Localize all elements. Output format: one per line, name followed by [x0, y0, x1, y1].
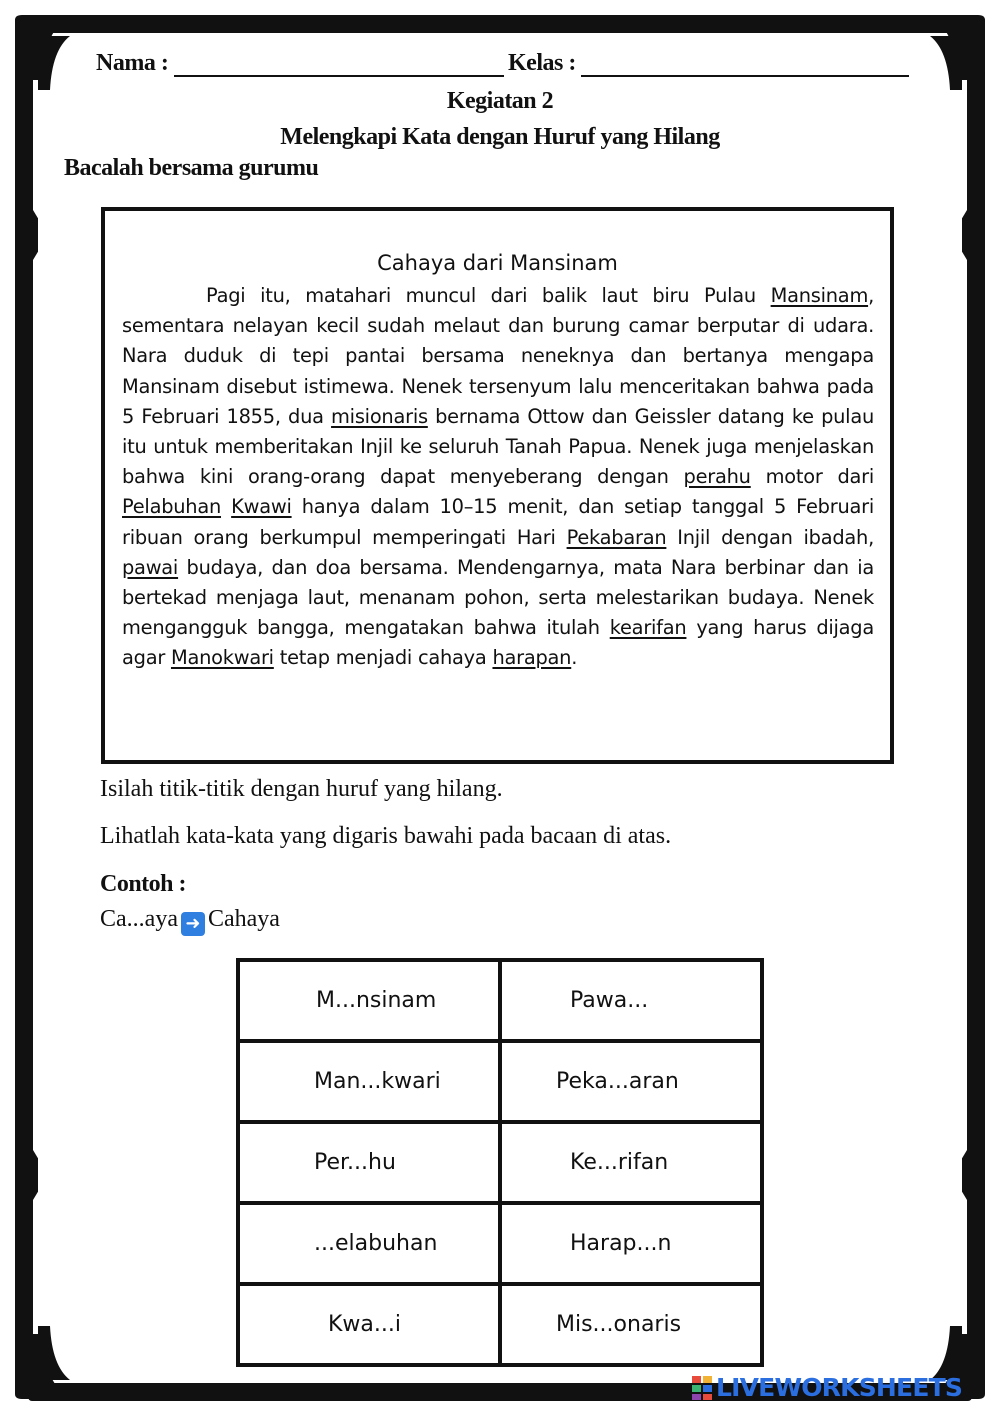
liveworksheets-watermark [692, 1373, 962, 1402]
name-field [96, 50, 504, 77]
answer-row [238, 960, 762, 1041]
answer-cell[interactable]: ...elabuhan [238, 1203, 500, 1284]
underlined-word: kearifan [609, 616, 687, 640]
story-text: . [571, 646, 578, 670]
story-text: Injil dengan ibadah, [666, 525, 874, 549]
story-text: , sementara nelayan kecil sudah melaut dan burung camar berputar di udara. Nara duduk di tepi pantai bersama neneknya dan bertanya mengapa Mansinam disebut istimewa. Nenek tersenyum lalu menceritakan bahwa pada 5 Februari 1855, dua [122, 284, 874, 428]
answer-row [238, 1284, 762, 1365]
underlined-word: Mansinam [770, 284, 869, 307]
underlined-word: misionaris [331, 404, 428, 428]
answer-cell[interactable]: Pawa... [500, 960, 762, 1041]
underlined-word: Pekabaran [566, 525, 667, 549]
activity-title: Kegiatan 2 [446, 88, 554, 114]
example-label: Contoh : [100, 871, 187, 897]
answer-row [238, 1203, 762, 1284]
story-text: bernama Ottow dan Geissler datang ke pulau itu untuk memberitakan Injil ke seluruh Tanah Papua. Nenek juga menjelaskan bahwa kini orang-orang dapat menyeberang dengan [122, 404, 874, 489]
story-text: hanya dalam 10–15 menit, dan setiap tanggal 5 Februari ribuan orang berkumpul memperingati Hari [122, 495, 874, 549]
name-blank[interactable] [174, 75, 504, 77]
story-text: budaya, dan doa bersama. Mendengarnya, mata Nara berbinar dan ia bertekad menjaga laut, menanam pohon, serta melestarikan budaya. Nenek mengangguk bangga, mengatakan bahwa itulah [122, 555, 874, 640]
liveworksheets-logo-icon [692, 1376, 712, 1400]
underlined-word: Kwawi [231, 495, 292, 519]
story-paragraph [122, 281, 874, 674]
answer-cell[interactable]: Peka...aran [500, 1041, 762, 1122]
story-box [101, 207, 894, 764]
answer-cell[interactable]: Man...kwari [238, 1041, 500, 1122]
answer-cell[interactable]: Ke...rifan [500, 1122, 762, 1203]
class-label: Kelas : [508, 50, 576, 76]
read-instruction: Bacalah bersama gurumu [64, 155, 319, 181]
watermark-text: LIVEWORKSHEETS [716, 1373, 963, 1402]
answer-table [236, 958, 764, 1367]
underlined-word: Manokwari [170, 646, 274, 670]
underlined-word: pawai [122, 555, 179, 579]
story-text: yang harus dijaga agar [122, 616, 875, 670]
right-arrow-icon: ➜ [181, 912, 205, 936]
example-prompt: Ca...aya [100, 906, 178, 932]
answer-cell[interactable]: Per...hu [238, 1122, 500, 1203]
answer-cell[interactable]: M...nsinam [238, 960, 500, 1041]
answer-row [238, 1041, 762, 1122]
story-text: Pagi itu, matahari muncul dari balik laut biru Pulau [206, 284, 771, 307]
underlined-word: harapan [492, 646, 572, 670]
underlined-word: Pelabuhan [122, 495, 222, 519]
answer-cell[interactable]: Harap...n [500, 1203, 762, 1284]
story-text: motor dari [750, 465, 875, 489]
instruction-fill-blanks: Isilah titik-titik dengan huruf yang hilang. [100, 776, 503, 802]
example-answer: Cahaya [207, 906, 280, 932]
answer-cell[interactable]: Mis...onaris [500, 1284, 762, 1365]
underlined-word: perahu [683, 465, 751, 489]
answer-cell[interactable]: Kwa...i [238, 1284, 500, 1365]
instruction-underlined-words: Lihatlah kata-kata yang digaris bawahi pada bacaan di atas. [100, 823, 672, 849]
story-text [221, 495, 231, 518]
example-line [100, 906, 280, 936]
class-field [508, 50, 909, 77]
name-label: Nama : [96, 50, 169, 76]
activity-subtitle: Melengkapi Kata dengan Huruf yang Hilang [280, 124, 720, 150]
story-text: tetap menjadi cahaya [273, 646, 493, 670]
story-title: Cahaya dari Mansinam [377, 251, 618, 275]
answer-row [238, 1122, 762, 1203]
class-blank[interactable] [581, 75, 909, 77]
